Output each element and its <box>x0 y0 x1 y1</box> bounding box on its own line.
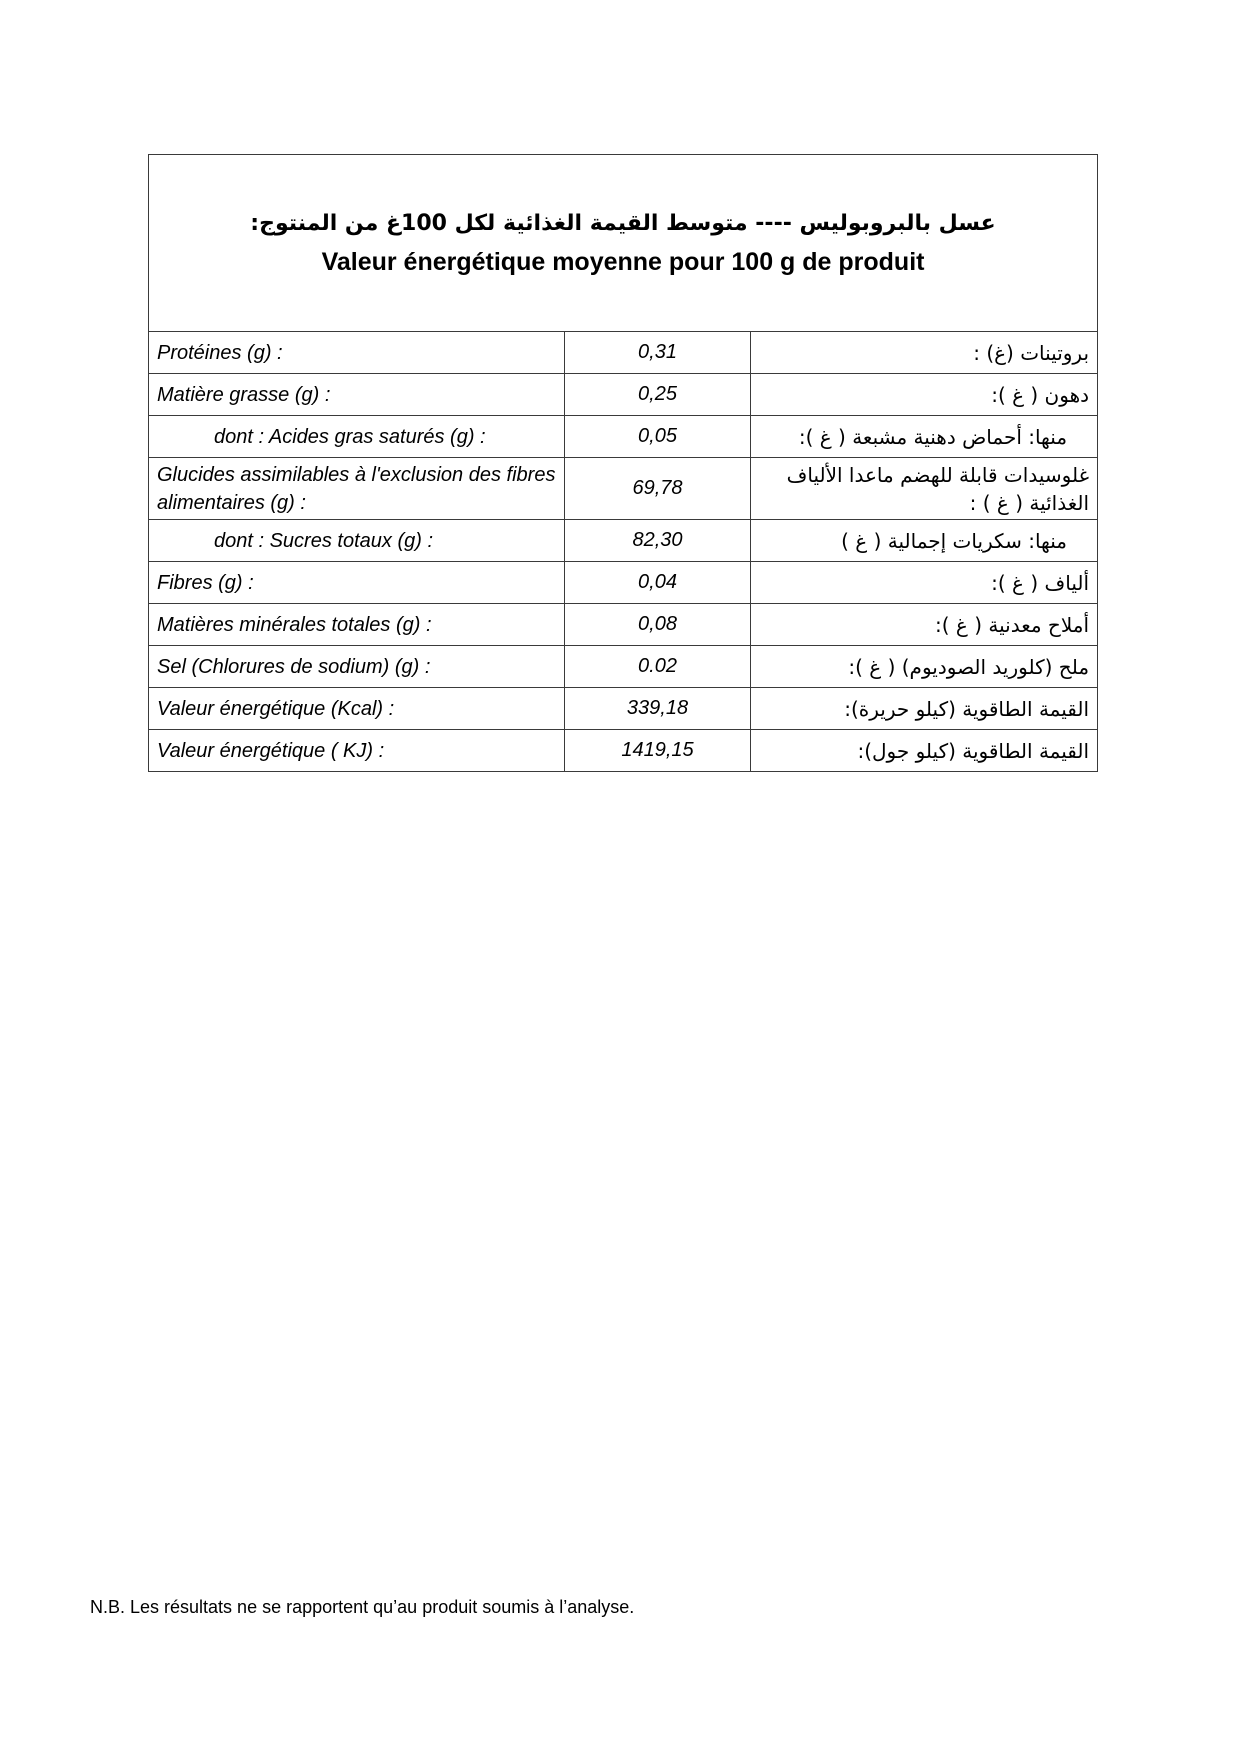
label-fr: Valeur énergétique ( KJ) : <box>149 730 565 772</box>
footnote: N.B. Les résultats ne se rapportent qu’au produit soumis à l’analyse. <box>90 1597 635 1617</box>
nutrient-value: 69,78 <box>565 458 751 520</box>
label-fr: Matières minérales totales (g) : <box>149 604 565 646</box>
label-fr: Glucides assimilables à l'exclusion des fibres alimentaires (g) : <box>149 458 565 520</box>
nutrient-value: 0,31 <box>565 332 751 374</box>
label-fr: Fibres (g) : <box>149 562 565 604</box>
label-ar: بروتينات (غ) : <box>751 332 1098 374</box>
label-fr: Valeur énergétique (Kcal) : <box>149 688 565 730</box>
label-ar: دهون ( غ ): <box>751 374 1098 416</box>
label-ar: القيمة الطاقوية (كيلو حريرة): <box>751 688 1098 730</box>
label-fr: Protéines (g) : <box>149 332 565 374</box>
label-ar: منها: سكريات إجمالية ( غ ) <box>751 520 1098 562</box>
table-row <box>149 458 1098 520</box>
nutrient-value: 0,04 <box>565 562 751 604</box>
table-row <box>149 374 1098 416</box>
nutrition-table <box>148 154 1098 772</box>
table-title-french: Valeur énergétique moyenne pour 100 g de produit <box>321 248 925 276</box>
label-ar: ألياف ( غ ): <box>751 562 1098 604</box>
table-row <box>149 730 1098 772</box>
nutrient-value: 82,30 <box>565 520 751 562</box>
table-row <box>149 332 1098 374</box>
nutrient-value: 0,05 <box>565 416 751 458</box>
label-ar: منها: أحماض دهنية مشبعة ( غ ): <box>751 416 1098 458</box>
table-row <box>149 562 1098 604</box>
nutrient-value: 0,25 <box>565 374 751 416</box>
table-title-cell <box>149 155 1098 332</box>
label-fr: Sel (Chlorures de sodium) (g) : <box>149 646 565 688</box>
nutrient-value: 1419,15 <box>565 730 751 772</box>
label-fr: Matière grasse (g) : <box>149 374 565 416</box>
label-ar: القيمة الطاقوية (كيلو جول): <box>751 730 1098 772</box>
table-row <box>149 646 1098 688</box>
table-row <box>149 416 1098 458</box>
table-title-arabic: عسل بالبروبوليس ---- متوسط القيمة الغذائية لكل 100غ من المنتوج: <box>250 211 996 236</box>
label-ar: أملاح معدنية ( غ ): <box>751 604 1098 646</box>
table-row <box>149 688 1098 730</box>
nutrient-value: 339,18 <box>565 688 751 730</box>
label-fr: dont : Sucres totaux (g) : <box>149 520 565 562</box>
nutrient-value: 0,08 <box>565 604 751 646</box>
table-row <box>149 520 1098 562</box>
table-row <box>149 604 1098 646</box>
label-ar: ملح (كلوريد الصوديوم) ( غ ): <box>751 646 1098 688</box>
label-ar: غلوسيدات قابلة للهضم ماعدا الألياف الغذائية ( غ ) : <box>751 458 1098 520</box>
nutrient-value: 0.02 <box>565 646 751 688</box>
label-fr: dont : Acides gras saturés (g) : <box>149 416 565 458</box>
